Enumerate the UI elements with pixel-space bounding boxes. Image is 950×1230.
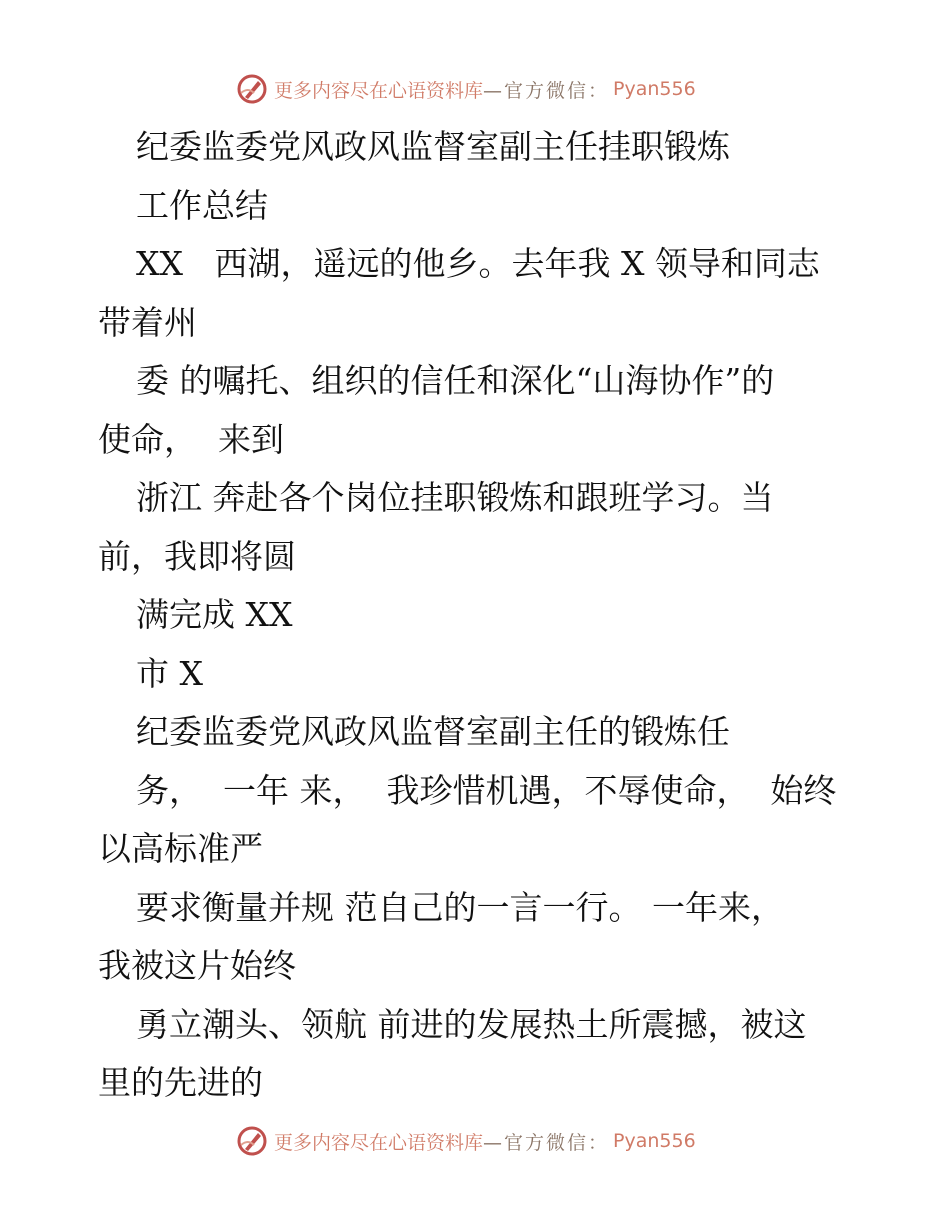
document-body — [98, 118, 898, 1113]
text-line: 带着州 — [98, 302, 197, 342]
watermark-wechat-id: Pyan556 — [613, 78, 696, 100]
text-line: 纪委监委党风政风监督室副主任挂职锻炼 — [136, 127, 730, 166]
text-line: 委 的嘱托、组织的信任和深化“山海协作”的 — [136, 361, 775, 400]
pen-logo-icon — [236, 1125, 268, 1157]
watermark-wechat-label: —官方微信： — [483, 79, 610, 102]
text-line: XX 西湖，遥远的他乡。去年我 X 领导和同志 — [136, 244, 820, 283]
text-line: 务， 一年 来， 我珍惜机遇，不辱使命， 始终 — [136, 770, 837, 810]
text-line: 市 X — [136, 653, 203, 693]
watermark-text: 更多内容尽在心语资料库 — [274, 1131, 484, 1154]
text-line: 满完成 XX — [136, 595, 293, 634]
watermark-footer — [236, 1123, 696, 1159]
text-line: 我被这片始终 — [98, 946, 296, 985]
text-line: 浙江 奔赴各个岗位挂职锻炼和跟班学习。当 — [136, 478, 774, 517]
watermark-text: 更多内容尽在心语资料库 — [274, 79, 484, 102]
text-line: 里的先进的 — [98, 1063, 263, 1102]
pen-logo-icon — [236, 73, 268, 105]
text-line: 以高标准严 — [98, 829, 263, 868]
text-line: 勇立潮头、领航 前进的发展热土所震撼，被这 — [136, 1004, 807, 1044]
text-line: 使命， 来到 — [98, 419, 284, 459]
watermark-wechat-id: Pyan556 — [613, 1130, 696, 1152]
watermark-header — [236, 71, 696, 107]
text-line: 要求衡量并规 范自己的一言一行。 一年来， — [136, 887, 784, 927]
text-line: 纪委监委党风政风监督室副主任的锻炼任 — [136, 712, 730, 751]
watermark-wechat-label: —官方微信： — [483, 1131, 610, 1154]
text-line: 工作总结 — [136, 185, 268, 225]
text-line: 前，我即将圆 — [98, 536, 296, 576]
